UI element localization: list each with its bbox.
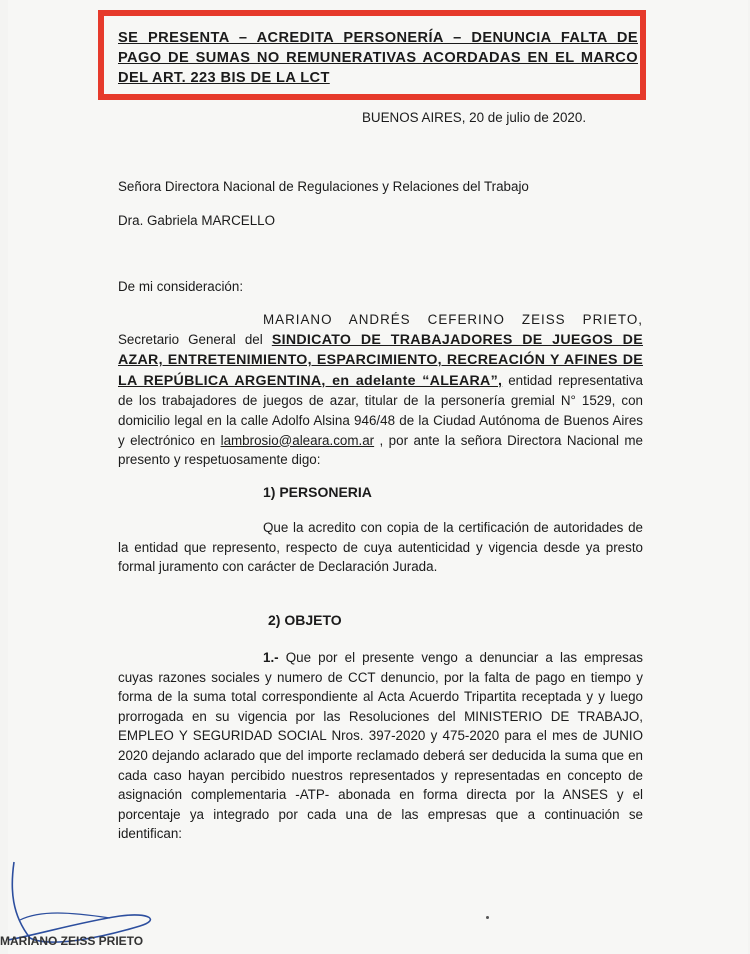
item-number: 1.-: [263, 650, 279, 665]
section1-text: Que la acredito con copia de la certificación de autoridades de la entidad que represento, respecto de cuya autenticidad y vigencia desde ya presto formal juramento con carácter de Declaración Jurada.: [118, 520, 643, 575]
petitioner-name: MARIANO ANDRÉS CEFERINO ZEISS PRIETO,: [263, 312, 643, 327]
recipient-name: Dra. Gabriela MARCELLO: [118, 213, 276, 228]
section1-paragraph: [118, 518, 643, 577]
recipient-line: Señora Directora Nacional de Regulaciones y Relaciones del Trabajo: [118, 179, 529, 194]
greeting: De mi consideración:: [118, 279, 244, 294]
section2-heading: 2) OBJETO: [268, 612, 342, 628]
section2-text: Que por el presente vengo a denunciar a las empresas cuyas razones sociales y numero de CCT denuncio, por la falta de pago en tiempo y forma de la suma total correspondiente al Acta Acuerdo Tripartita receptada y y luego prorrogada en su vigencia por las Resoluciones del MINISTERIO DE TRABAJO, EMPLEO Y SEGURIDAD SOCIAL Nros. 397-2020 y 475-2020 para el mes de JUNIO 2020 dejando aclarado que del importe reclamado deberá ser deducida la suma que en cada caso hayan percibido nuestros representados y representadas en concepto de asignación complementaria -ATP- abonada en forma directa por la ANSES y el porcentaje ya integrado por cada una de las empresas que a continuación se identifican:: [118, 650, 643, 842]
section2-paragraph: [118, 648, 643, 844]
intro-paragraph: [118, 310, 643, 470]
speck: [486, 916, 489, 919]
section1-heading: 1) PERSONERIA: [263, 484, 372, 500]
union-name: SINDICATO DE TRABAJADORES DE JUEGOS DE AZAR, ENTRETENIMIENTO, ESPARCIMIENTO, RECREACIÓN Y AFINES DE LA REPÚBLICA ARGENTINA, en adelante “ALEARA”,: [118, 331, 643, 389]
email-link[interactable]: lambrosio@aleara.com.ar: [220, 432, 375, 448]
intro-body: entidad representativa de los trabajadores de juegos de azar, titular de la personería gremial N° 1529, con domicilio legal en la calle Adolfo Alsina 946/48 de la Ciudad Autónoma de Buenos Aires y electrónico en: [118, 372, 643, 448]
document-date: BUENOS AIRES, 20 de julio de 2020.: [362, 110, 587, 125]
signature-name: MARIANO ZEISS PRIETO: [0, 934, 144, 948]
intro-closing: , por ante la señora Directora Nacional me presento y respetuosamente digo:: [118, 432, 643, 468]
document-title: SE PRESENTA – ACREDITA PERSONERÍA – DENUNCIA FALTA DE PAGO DE SUMAS NO REMUNERATIVAS ACORDADAS EN EL MARCO DEL ART. 223 BIS DE LA LCT: [118, 30, 638, 86]
petitioner-role: Secretario General del: [118, 331, 263, 347]
